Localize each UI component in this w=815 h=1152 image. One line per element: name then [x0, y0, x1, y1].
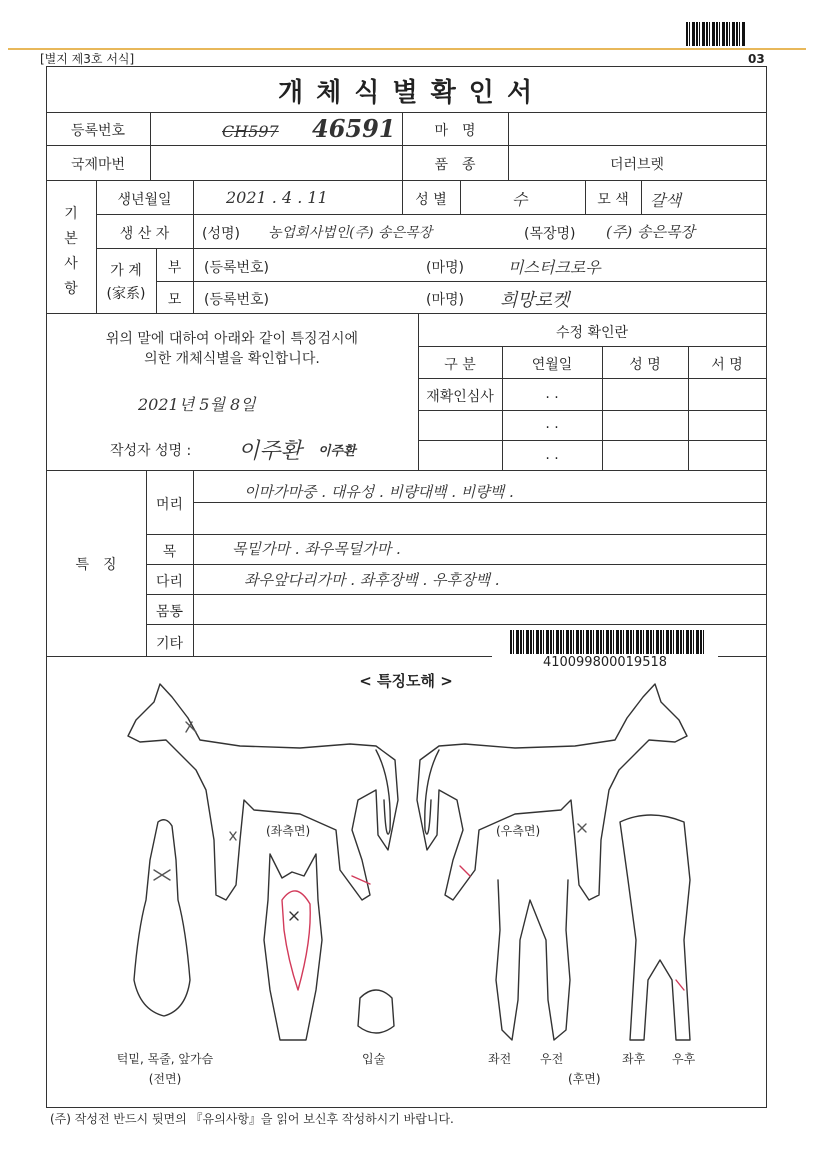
- coat-label: 모 색: [597, 192, 629, 208]
- leg-label: 다리: [155, 574, 184, 590]
- reg-no-value: 46591: [312, 114, 396, 143]
- form-label: [별지 제3호 서식]: [40, 52, 135, 66]
- revision-date-1: . .: [545, 386, 559, 402]
- sex-value: 수: [512, 190, 528, 209]
- revision-col-date: 연월일: [531, 357, 573, 373]
- left-side-label: (좌측면): [266, 824, 311, 838]
- head-label: 머리: [155, 497, 184, 513]
- revision-col-name: 성 명: [629, 357, 661, 373]
- breed-label: 품 종: [434, 157, 476, 173]
- revision-title: 수정 확인란: [555, 325, 629, 341]
- dam-name: 희망로켓: [500, 290, 570, 311]
- features-section-label: 특 징: [75, 557, 117, 573]
- breed-value: 더러브렛: [609, 157, 665, 173]
- farm-value: (주) 송은목장: [606, 223, 695, 241]
- barcode-number: 410099800019518: [542, 655, 668, 670]
- farm-paren: (목장명): [524, 226, 576, 242]
- front-left-label: 좌전: [488, 1052, 512, 1066]
- sire-name-paren: (마명): [426, 260, 464, 276]
- writer-seal: 이주환: [318, 444, 356, 459]
- footer-note: (주) 작성전 반드시 뒷면의 『유의사항』을 읽어 보신후 작성하시기 바랍니다.: [50, 1112, 454, 1126]
- revision-col-sign: 서 명: [711, 357, 743, 373]
- neck-label: 목: [162, 544, 177, 560]
- writer-label: 작성자 성명 :: [110, 443, 192, 459]
- head-value: 이마가마중 . 대유성 . 비량대백 . 비량백 .: [244, 483, 514, 501]
- producer-label: 생 산 자: [119, 226, 170, 242]
- basic-section-label-1: 기: [64, 206, 78, 222]
- horse-name-label: 마 명: [434, 123, 476, 139]
- dam-name-paren: (마명): [426, 292, 464, 308]
- reg-no-label: 등록번호: [70, 123, 126, 139]
- neck-value: 목밑가마 . 좌우목덜가마 .: [232, 540, 401, 558]
- lineage-hanja: (家系): [106, 286, 146, 302]
- writer-value: 이주환: [238, 439, 302, 464]
- front-labels: 턱밑, 목줄, 앞가슴: [116, 1052, 214, 1066]
- dam-reg-paren: (등록번호): [204, 292, 270, 308]
- revision-date-2: . .: [545, 416, 559, 432]
- birth-label: 생년월일: [117, 192, 172, 208]
- rear-view-label: (후면): [568, 1072, 601, 1086]
- leg-value: 좌우앞다리가마 . 좌후장백 . 우후장백 .: [244, 571, 500, 589]
- recheck-label: 재확인심사: [426, 389, 494, 405]
- page-title: 개 체 식 별 확 인 서: [277, 78, 535, 108]
- front-view-label: (전면): [148, 1072, 182, 1086]
- statement-line1: 위의 말에 대하여 아래와 같이 특징검시에: [105, 331, 359, 347]
- basic-section-label-4: 항: [64, 281, 78, 297]
- coat-value: 갈색: [650, 191, 681, 210]
- basic-section-label-2: 본: [64, 231, 78, 247]
- sire-name: 미스터크로우: [508, 258, 601, 277]
- page-number: 03: [748, 52, 765, 66]
- diagram-title: < 특징도해 >: [359, 672, 453, 690]
- revision-date-3: . .: [545, 447, 559, 463]
- producer-value: 농업회사법인(주) 송은목장: [268, 225, 433, 241]
- basic-section-label-3: 사: [64, 256, 78, 272]
- producer-name-paren: (성명): [202, 226, 240, 242]
- lineage-label: 가 계: [110, 263, 142, 279]
- intl-chip-label: 국제마번: [70, 157, 126, 173]
- etc-label: 기타: [155, 636, 184, 652]
- dam-label: 모: [167, 292, 182, 308]
- birth-value: 2021 . 4 . 11: [226, 188, 328, 207]
- hind-right-label: 우후: [672, 1052, 696, 1066]
- statement-line2: 의한 개체식별을 확인합니다.: [144, 351, 320, 367]
- front-right-label: 우전: [540, 1052, 564, 1066]
- sire-label: 부: [167, 260, 182, 276]
- sire-reg-paren: (등록번호): [204, 260, 270, 276]
- lips-label: 입술: [362, 1052, 386, 1066]
- revision-col-type: 구 분: [444, 357, 476, 373]
- hind-left-label: 좌후: [622, 1052, 646, 1066]
- reg-no-struck: CH597: [222, 122, 279, 141]
- body-label: 몸통: [155, 604, 184, 620]
- date-written: 2021년 5월 8일: [138, 395, 256, 414]
- right-side-label: (우측면): [496, 824, 541, 838]
- sex-label: 성 별: [415, 192, 447, 208]
